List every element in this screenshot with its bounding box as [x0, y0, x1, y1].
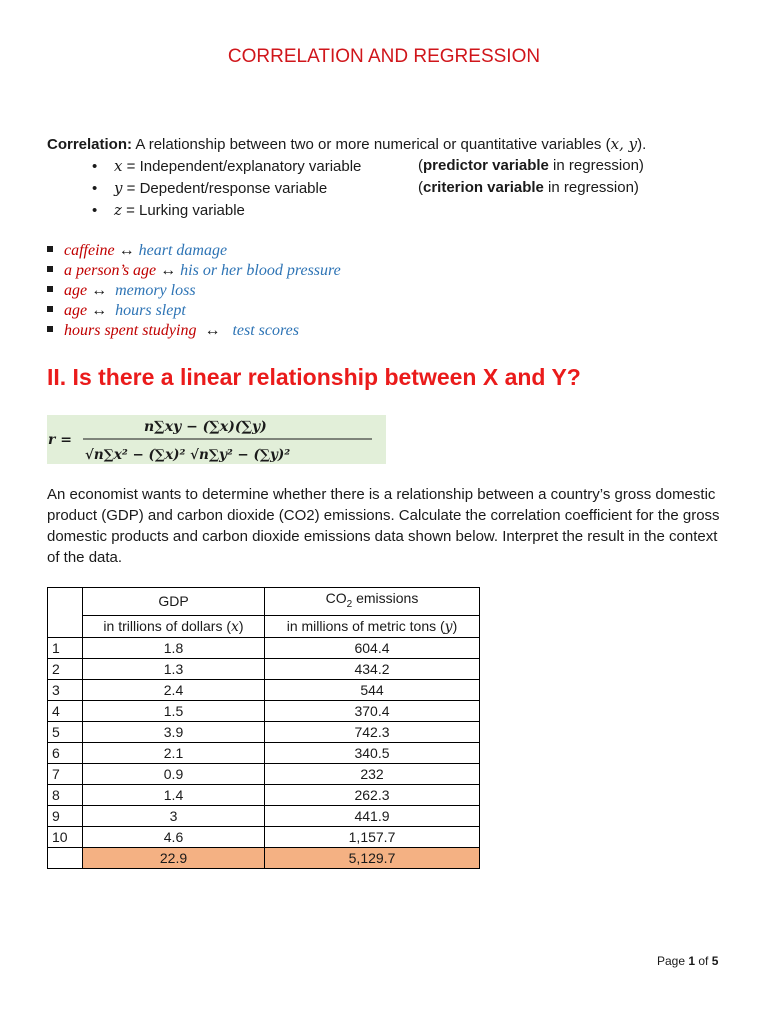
example-left: age [64, 282, 88, 299]
square-bullet-icon [47, 306, 53, 312]
table-row [48, 721, 480, 742]
regression-role-suffix: in regression) [543, 179, 639, 196]
table-row [48, 805, 480, 826]
regression-role-term: criterion variable [423, 179, 544, 196]
co2-cell: 441.9 [265, 805, 480, 826]
co2-subscript: 2 [346, 598, 353, 610]
total-pages: 5 [711, 954, 719, 968]
correlation-definition-end: ). [637, 136, 647, 153]
variable-regression-role: (criterion variable in regression) [418, 179, 639, 196]
table-row [48, 700, 480, 721]
co2-header-line1 [265, 588, 480, 616]
variable-bullet-x [92, 157, 644, 175]
example-item [47, 302, 186, 320]
table-row [48, 658, 480, 679]
row-index-cell: 3 [48, 679, 83, 700]
co2-var: y [444, 618, 453, 635]
current-page: 1 [688, 954, 696, 968]
example-right: memory loss [115, 282, 196, 299]
row-index-cell: 10 [48, 826, 83, 847]
table-header-row-2 [48, 615, 480, 637]
variable-symbol: x [114, 157, 123, 175]
co2-cell: 742.3 [265, 721, 480, 742]
row-index-cell: 5 [48, 721, 83, 742]
example-item [47, 282, 196, 300]
bullet-dot-icon: • [92, 158, 98, 175]
gdp-cell: 1.4 [83, 784, 265, 805]
correlation-definition [47, 135, 646, 153]
double-arrow-icon: ↔ [118, 242, 135, 259]
square-bullet-icon [47, 266, 53, 272]
table-header-row [48, 588, 480, 616]
section-heading: II. Is there a linear relationship between X and Y? [47, 364, 581, 390]
bullet-dot-icon: • [92, 180, 98, 197]
gdp-cell: 4.6 [83, 826, 265, 847]
example-right: hours slept [115, 302, 186, 319]
row-index-cell: 7 [48, 763, 83, 784]
variable-bullet-y [92, 179, 639, 197]
gdp-cell: 1.3 [83, 658, 265, 679]
co2-header-line2: in millions of metric tons (y) [265, 615, 480, 637]
variable-description: = Lurking variable [121, 202, 245, 219]
table-row [48, 784, 480, 805]
total-co2-cell: 5,129.7 [265, 847, 480, 868]
gdp-cell: 2.4 [83, 679, 265, 700]
correlation-formula [47, 415, 386, 464]
correlation-term: Correlation: [47, 136, 133, 153]
footer-text-mid: of [695, 954, 712, 968]
double-arrow-icon: ↔ [160, 262, 177, 279]
square-bullet-icon [47, 286, 53, 292]
gdp-var: x [231, 618, 239, 635]
gdp-cell: 2.1 [83, 742, 265, 763]
co2-unit-text: in millions of metric tons ( [286, 617, 445, 634]
variable-symbol: z [114, 201, 122, 219]
table-row [48, 826, 480, 847]
formula-denominator: √n∑x² − (∑x)² √n∑y² − (∑y)² [85, 447, 291, 463]
example-right: heart damage [138, 242, 228, 259]
row-index-cell: 8 [48, 784, 83, 805]
table-row [48, 742, 480, 763]
example-left: age [64, 302, 88, 319]
correlation-definition-text: A relationship between two or more numerical or quantitative variables ( [132, 136, 611, 153]
data-table [47, 587, 480, 869]
co2-header-text-end: emissions [352, 590, 419, 606]
page-title: CORRELATION AND REGRESSION [227, 46, 541, 67]
variable-description: = Independent/explanatory variable [122, 158, 362, 175]
co2-cell: 434.2 [265, 658, 480, 679]
bullet-dot-icon: • [92, 202, 98, 219]
index-header-cell [48, 588, 83, 638]
gdp-cell: 1.8 [83, 637, 265, 658]
variable-description: = Depedent/response variable [122, 180, 328, 197]
example-left: a person’s age [64, 262, 157, 279]
regression-role-suffix: in regression) [548, 157, 644, 174]
gdp-header-line2: in trillions of dollars (x) [83, 615, 265, 637]
correlation-vars: x, y [610, 135, 638, 153]
gdp-unit-text: in trillions of dollars ( [103, 617, 232, 634]
square-bullet-icon [47, 326, 53, 332]
total-index-cell [48, 847, 83, 868]
co2-header-text: CO [325, 590, 347, 606]
table-row [48, 637, 480, 658]
square-bullet-icon [47, 246, 53, 252]
row-index-cell: 9 [48, 805, 83, 826]
gdp-cell: 0.9 [83, 763, 265, 784]
example-item [47, 242, 227, 260]
total-gdp-cell: 22.9 [83, 847, 265, 868]
variable-symbol: y [114, 179, 123, 197]
example-item [47, 322, 299, 340]
example-item [47, 262, 341, 280]
page-number [657, 954, 718, 968]
variable-regression-role: (predictor variable in regression) [418, 157, 644, 174]
example-left: hours spent studying [64, 322, 197, 339]
double-arrow-icon: ↔ [91, 302, 108, 319]
problem-paragraph: An economist wants to determine whether there is a relationship between a country’s gross domestic product (GDP) and carbon dioxide (CO2) emissions. Calculate the correlation coefficient for the gross domestic products and carbon dioxide emissions data shown below. Interpret the result in the context of the data. [47, 486, 720, 566]
double-arrow-icon: ↔ [91, 282, 108, 299]
gdp-cell: 1.5 [83, 700, 265, 721]
regression-role-term: predictor variable [423, 157, 549, 174]
row-index-cell: 4 [48, 700, 83, 721]
row-index-cell: 1 [48, 637, 83, 658]
co2-cell: 1,157.7 [265, 826, 480, 847]
table-row [48, 763, 480, 784]
formula-lhs: r = [48, 432, 72, 448]
footer-text: Page [657, 954, 689, 968]
formula-graphic [47, 415, 386, 464]
gdp-cell: 3 [83, 805, 265, 826]
co2-cell: 544 [265, 679, 480, 700]
example-right: his or her blood pressure [180, 262, 341, 279]
example-left: caffeine [64, 242, 115, 259]
total-row [48, 847, 480, 868]
co2-cell: 232 [265, 763, 480, 784]
co2-cell: 370.4 [265, 700, 480, 721]
co2-cell: 604.4 [265, 637, 480, 658]
example-right: test scores [232, 322, 299, 339]
table-row [48, 679, 480, 700]
co2-cell: 262.3 [265, 784, 480, 805]
double-arrow-icon: ↔ [204, 322, 221, 339]
row-index-cell: 2 [48, 658, 83, 679]
formula-numerator: n∑xy − (∑x)(∑y) [144, 419, 267, 435]
gdp-header-line1: GDP [83, 588, 265, 616]
row-index-cell: 6 [48, 742, 83, 763]
variable-bullet-z [92, 201, 245, 219]
gdp-cell: 3.9 [83, 721, 265, 742]
co2-cell: 340.5 [265, 742, 480, 763]
